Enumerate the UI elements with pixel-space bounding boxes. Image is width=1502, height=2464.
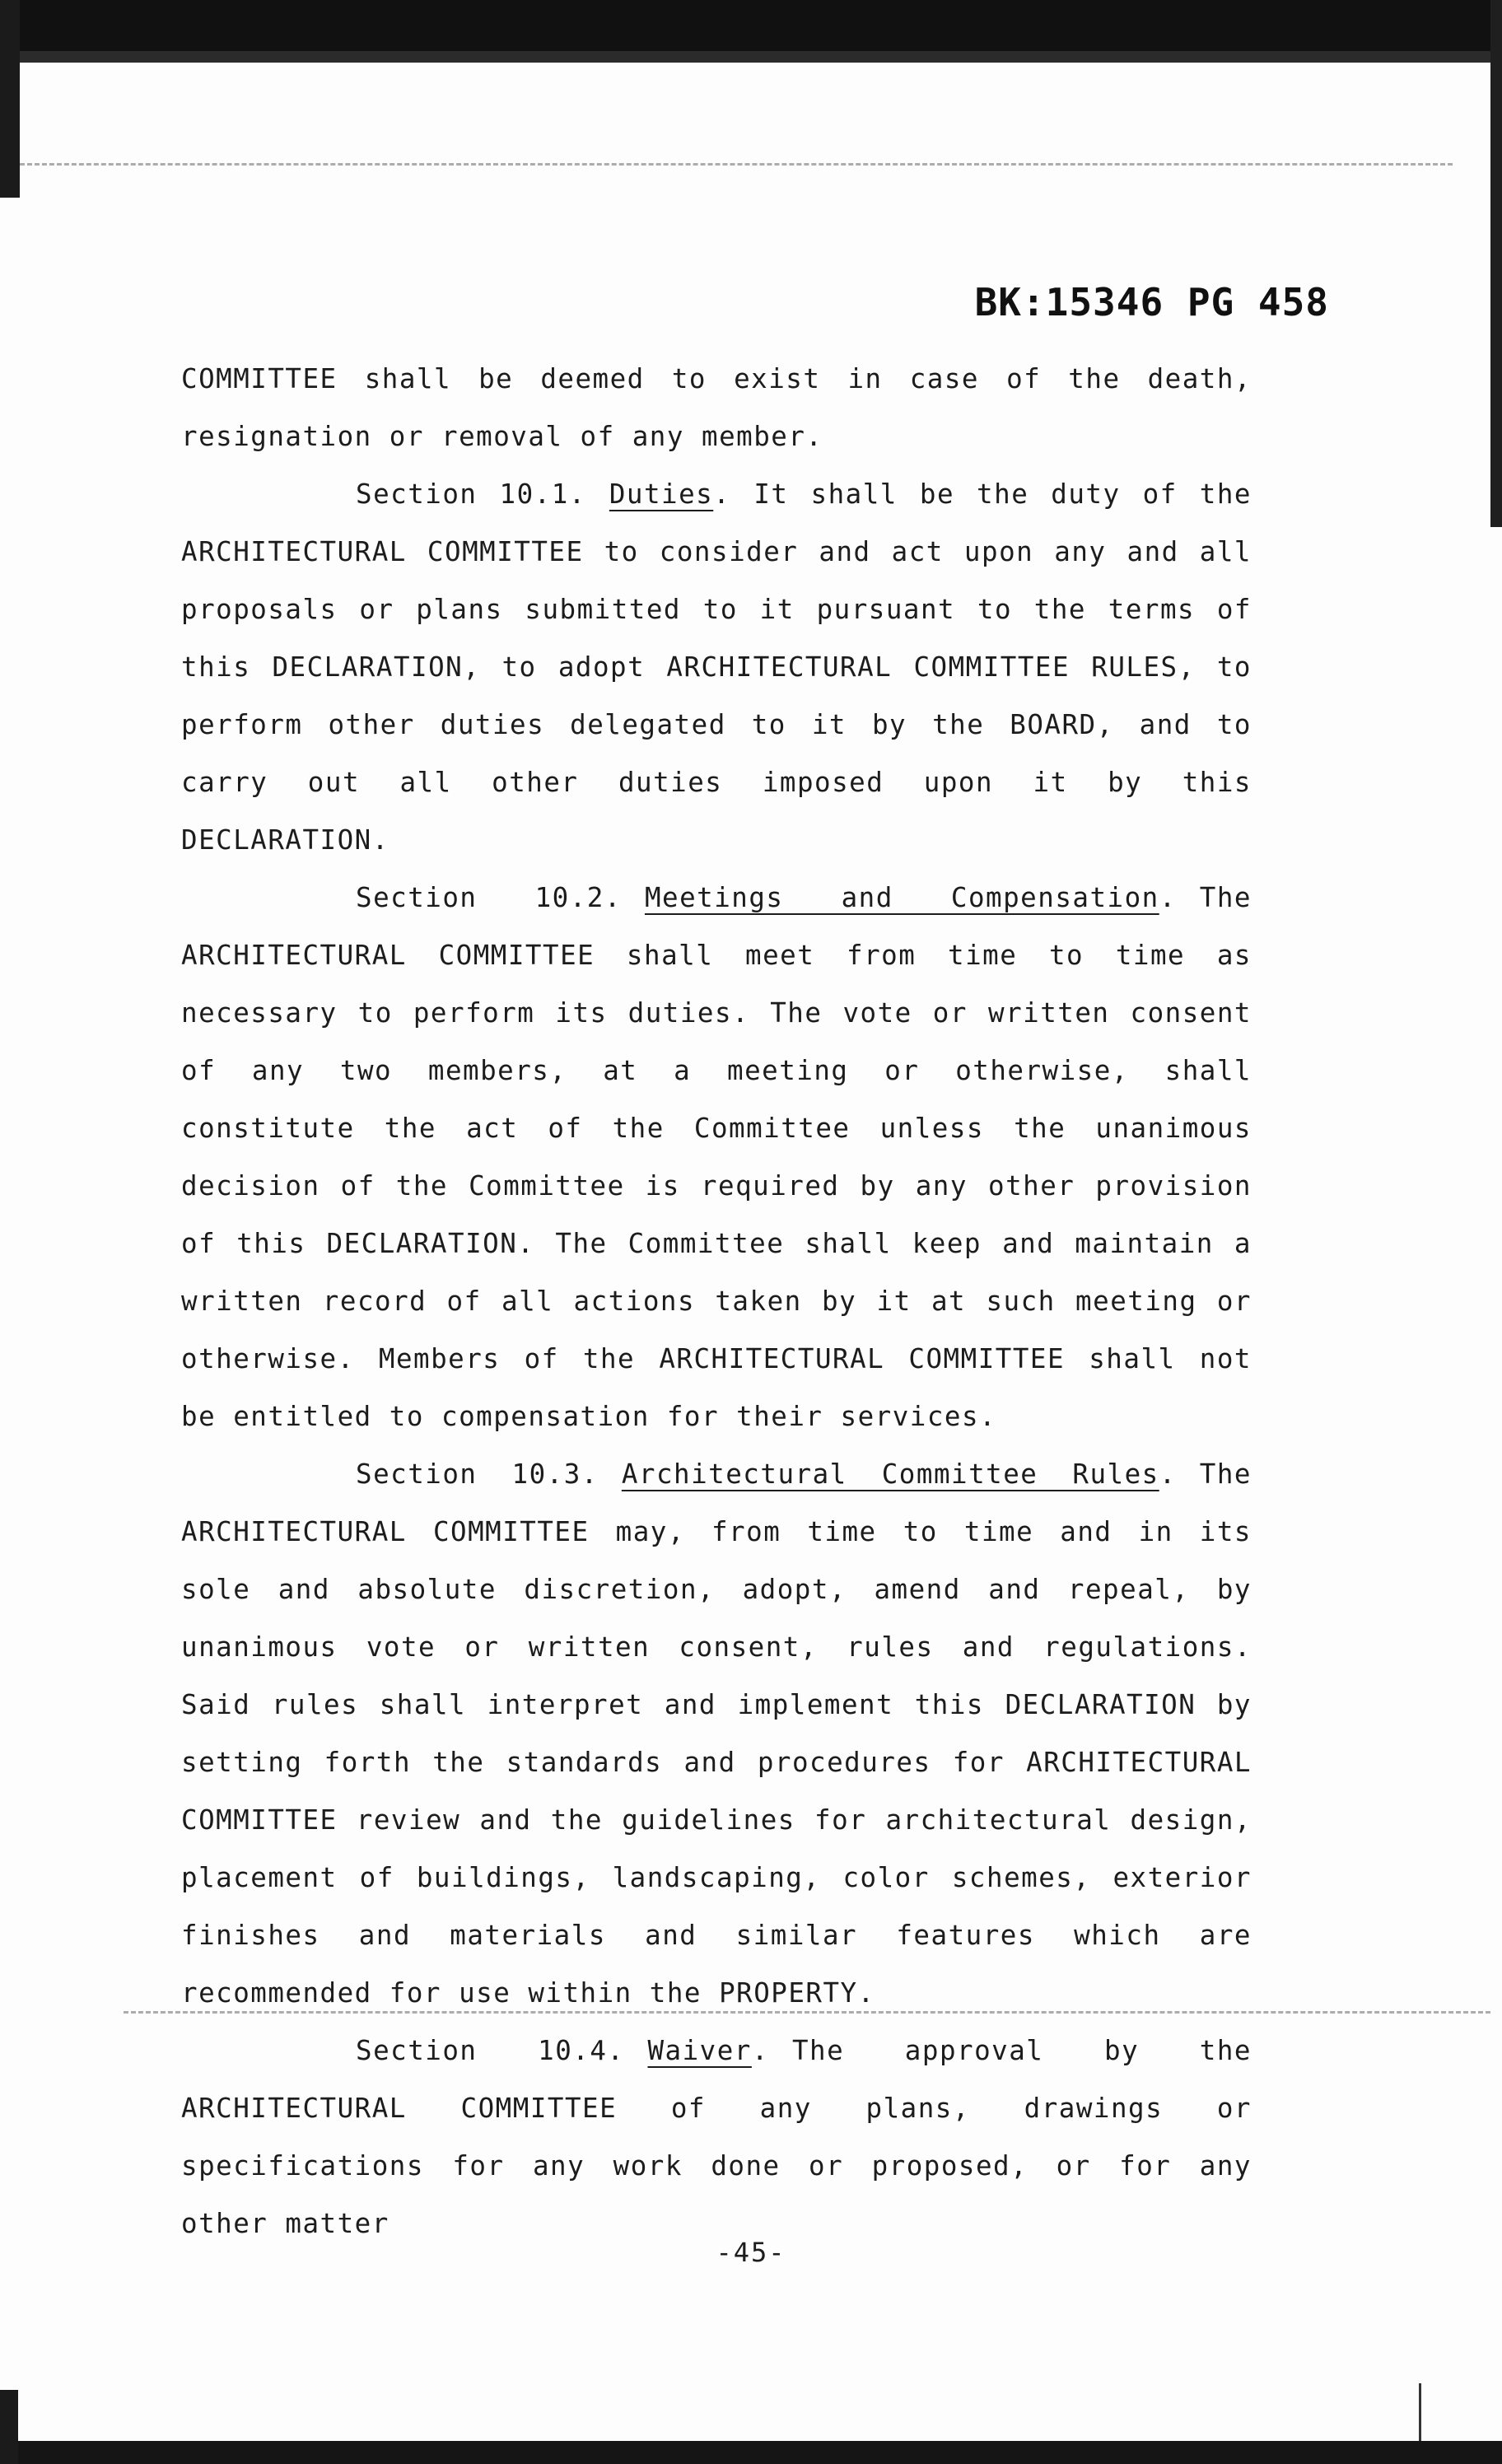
- section-heading: Architectural Committee Rules: [621, 1458, 1159, 1490]
- section-text: The approval by the ARCHITECTURAL COMMITTEE of any plans, drawings or specifications for any work done or proposed, or for any other matter: [181, 2035, 1252, 2239]
- section-text: The ARCHITECTURAL COMMITTEE shall meet from time to time as necessary to perform its duties. The vote or written consent of any two members, at a meeting or otherwise, shall constitute the act of the Committee unless the unanimous decision of the Committee is required by any other provision of this DECLARATION. The Committee shall keep and maintain a written record of all actions taken by it at such meeting or otherwise. Members of the ARCHITECTURAL COMMITTEE shall not be entitled to compensation for their services.: [181, 882, 1252, 1432]
- scan-right-mark-bottom: [1419, 2383, 1421, 2441]
- section-10-1: Section 10.1. Duties. It shall be the duty of the ARCHITECTURAL COMMITTEE to consider and act upon any and all proposals or plans submitted to it pursuant to the terms of this DECLARATION, to adopt ARCHITECTURAL COMMITTEE RULES, to perform other duties delegated to it by the BOARD, and to carry out all other duties imposed upon it by this DECLARATION.: [181, 478, 1252, 856]
- paragraph-continuation: [181, 350, 1252, 465]
- scan-top-border-edge: [18, 51, 1497, 63]
- section-text: The ARCHITECTURAL COMMITTEE may, from time to time and in its sole and absolute discretion, adopt, amend and repeal, by unanimous vote or written consent, rules and regulations. Said rules shall interpret and implement this DECLARATION by setting forth the standards and procedures for ARCHITECTURAL COMMITTEE review and the guidelines for architectural design, placement of buildings, landscaping, color schemes, exterior finishes and materials and similar features which are recommended for use within the PROPERTY.: [181, 1458, 1252, 2009]
- book-page-stamp: BK:15346 PG 458: [974, 280, 1329, 324]
- scan-right-edge: [1490, 0, 1502, 527]
- document-body: [181, 350, 1252, 2252]
- scan-top-border: [0, 0, 1502, 58]
- section-heading: Duties: [609, 478, 714, 510]
- section-text: It shall be the duty of the ARCHITECTURAL COMMITTEE to consider and act upon any and all proposals or plans submitted to it pursuant to the terms of this DECLARATION, to adopt ARCHITECTURAL COMMITTEE RULES, to perform other duties delegated to it by the BOARD, and to carry out all other duties imposed upon it by this DECLARATION.: [181, 478, 1252, 856]
- section-heading: Meetings and Compensation: [644, 882, 1159, 913]
- paragraph-text: COMMITTEE shall be deemed to exist in case of the death, resignation or removal of any member.: [181, 363, 1252, 452]
- section-10-4: Section 10.4. Waiver. The approval by the ARCHITECTURAL COMMITTEE of any plans, drawings or specifications for any work done or proposed, or for any other matter: [181, 2035, 1252, 2239]
- section-number: Section 10.2.: [356, 882, 622, 913]
- section-10-3: Section 10.3. Architectural Committee Rules. The ARCHITECTURAL COMMITTEE may, from time to time and in its sole and absolute discretion, adopt, amend and repeal, by unanimous vote or written consent, rules and regulations. Said rules shall interpret and implement this DECLARATION by setting forth the standards and procedures for ARCHITECTURAL COMMITTEE review and the guidelines for architectural design, placement of buildings, landscaping, color schemes, exterior finishes and materials and similar features which are recommended for use within the PROPERTY.: [181, 1458, 1252, 2009]
- scan-noise-line-top: [20, 163, 1453, 168]
- page-number: -45-: [716, 2237, 786, 2268]
- section-number: Section 10.4.: [356, 2035, 625, 2066]
- scan-bottom-border: [0, 2441, 1502, 2464]
- scan-left-edge-bottom: [0, 2390, 18, 2464]
- section-number: Section 10.1.: [356, 478, 586, 510]
- scan-left-edge: [0, 0, 20, 198]
- section-10-2: Section 10.2. Meetings and Compensation. The ARCHITECTURAL COMMITTEE shall meet from time to time as necessary to perform its duties. The vote or written consent of any two members, at a meeting or otherwise, shall constitute the act of the Committee unless the unanimous decision of the Committee is required by any other provision of this DECLARATION. The Committee shall keep and maintain a written record of all actions taken by it at such meeting or otherwise. Members of the ARCHITECTURAL COMMITTEE shall not be entitled to compensation for their services.: [181, 882, 1252, 1432]
- section-heading: Waiver: [647, 2035, 752, 2066]
- section-number: Section 10.3.: [356, 1458, 599, 1490]
